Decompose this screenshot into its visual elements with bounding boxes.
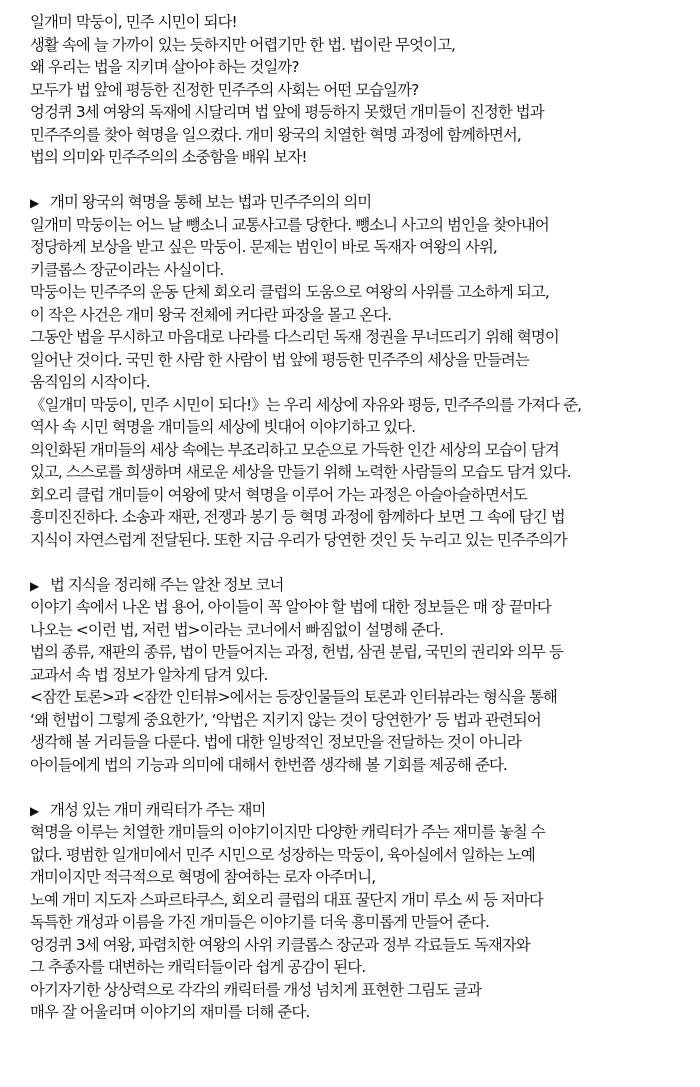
intro-line: 생활 속에 늘 가까이 있는 듯하지만 어렵기만 한 법. 법이란 무엇이고, bbox=[30, 35, 456, 54]
paragraph-line: 노예 개미 지도자 스파르타쿠스, 회오리 클럽의 대표 꿀단지 개미 루소 씨 등 저마다 bbox=[30, 890, 543, 909]
paragraph-line: 엉겅퀴 3세 여왕, 파렴치한 여왕의 사위 키클롭스 장군과 정부 각료들도 독재자와 bbox=[30, 935, 530, 954]
intro-line: 법의 의미와 민주주의의 소중함을 배워 보자! bbox=[30, 148, 307, 166]
triangle-bullet-icon: ▶ bbox=[30, 196, 39, 210]
paragraph-line: 회오리 클럽 개미들이 여왕에 맞서 혁명을 이루어 가는 과정은 아슬아슬하면서도 bbox=[30, 485, 527, 504]
section-heading bbox=[30, 191, 696, 214]
spacer bbox=[30, 169, 696, 192]
paragraph-line: 움직임의 시작이다. bbox=[30, 373, 150, 391]
spacer bbox=[30, 776, 696, 799]
section-heading-text: 개미 왕국의 혁명을 통해 보는 법과 민주주의의 의미 bbox=[50, 193, 372, 211]
paragraph-line: 혁명을 이루는 치열한 개미들의 이야기이지만 다양한 캐릭터가 주는 재미를 놓칠 수 bbox=[30, 823, 545, 841]
paragraph-line: 일개미 막둥이는 어느 날 뺑소니 교통사고를 당한다. 뺑소니 사고의 범인을 찾아내어 bbox=[30, 215, 549, 234]
section-heading-text: 법 지식을 정리해 주는 알찬 정보 코너 bbox=[50, 575, 284, 594]
paragraph-line: 의인화된 개미들의 세상 속에는 부조리하고 모순으로 가득한 인간 세상의 모습이 담겨 bbox=[30, 440, 559, 459]
paragraph-line: <잠깐 토론>과 <잠깐 인터뷰>에서는 등장인물들의 토론과 인터뷰라는 형식을 통해 bbox=[30, 688, 557, 706]
paragraph-line: 독특한 개성과 이름을 가진 개미들은 이야기를 더욱 흥미롭게 만들어 준다. bbox=[30, 913, 489, 931]
section-heading-text: 개성 있는 개미 캐릭터가 주는 재미 bbox=[50, 800, 266, 819]
paragraph-line: 일어난 것이다. 국민 한 사람 한 사람이 법 앞에 평등한 민주주의 세상을 만들려는 bbox=[30, 350, 529, 369]
paragraph-line: ‘왜 헌법이 그렇게 중요한가’, ‘악법은 지키지 않는 것이 당연한가’ 등 법과 관련되어 bbox=[30, 710, 541, 729]
paragraph-line: 매우 잘 어울리며 이야기의 재미를 더해 준다. bbox=[30, 1003, 310, 1021]
section-heading bbox=[30, 574, 696, 597]
paragraph-line: 아기자기한 상상력으로 각각의 캐릭터를 개성 넘치게 표현한 그림도 글과 bbox=[30, 980, 481, 999]
paragraph-line: 법의 종류, 재판의 종류, 법이 만들어지는 과정, 헌법, 삼권 분립, 국민의 권리와 의무 등 bbox=[30, 643, 563, 661]
intro-title: 일개미 막둥이, 민주 시민이 되다! bbox=[30, 13, 237, 31]
section-law-democracy bbox=[30, 191, 696, 551]
triangle-bullet-icon: ▶ bbox=[30, 578, 39, 593]
paragraph-line: 개미이지만 적극적으로 혁명에 참여하는 로자 아주머니, bbox=[30, 868, 376, 886]
paragraph-line: 이야기 속에서 나온 법 용어, 아이들이 꼭 알아야 할 법에 대한 정보들은 매 장 끝마다 bbox=[30, 598, 551, 616]
intro-block bbox=[30, 11, 696, 169]
paragraph-line: 없다. 평범한 일개미에서 민주 시민으로 성장하는 막둥이, 육아실에서 일하는 노예 bbox=[30, 845, 535, 864]
paragraph-line: 교과서 속 법 정보가 알차게 담겨 있다. bbox=[30, 665, 268, 684]
book-description bbox=[30, 11, 696, 1024]
triangle-bullet-icon: ▶ bbox=[30, 803, 39, 818]
paragraph-line: 지식이 자연스럽게 전달된다. 또한 지금 우리가 당연한 것인 듯 누리고 있는 민주주의가 bbox=[30, 530, 567, 549]
paragraph-line: 그 추종자를 대변하는 캐릭터들이라 쉽게 공감이 된다. bbox=[30, 958, 366, 976]
spacer bbox=[30, 551, 696, 574]
paragraph-line: 《일개미 막둥이, 민주 시민이 되다!》는 우리 세상에 자유와 평등, 민주주의를 가져다 준, bbox=[30, 395, 582, 414]
section-heading bbox=[30, 799, 696, 822]
intro-line: 엉겅퀴 3세 여왕의 독재에 시달리며 법 앞에 평등하지 못했던 개미들이 진정한 법과 bbox=[30, 103, 544, 121]
paragraph-line: 막둥이는 민주주의 운동 단체 회오리 클럽의 도움으로 여왕의 사위를 고소하게 되고, bbox=[30, 283, 549, 301]
intro-line: 왜 우리는 법을 지키며 살아야 하는 것일까? bbox=[30, 58, 299, 76]
section-characters bbox=[30, 799, 696, 1024]
paragraph-line: 있고, 스스로를 희생하며 새로운 세상을 만들기 위해 노력한 사람들의 모습도 담겨 있다. bbox=[30, 463, 571, 481]
paragraph-line: 흥미진진하다. 소송과 재판, 전쟁과 봉기 등 혁명 과정에 함께하다 보면 그 속에 담긴 법 bbox=[30, 508, 565, 526]
paragraph-line: 아이들에게 법의 기능과 의미에 대해서 한번쯤 생각해 볼 기회를 제공해 준다. bbox=[30, 755, 507, 774]
paragraph-line: 그동안 법을 무시하고 마음대로 나라를 다스리던 독재 정권을 무너뜨리기 위해 혁명이 bbox=[30, 328, 559, 346]
section-law-info-corner bbox=[30, 574, 696, 777]
paragraph-line: 나오는 <이런 법, 저런 법>이라는 코너에서 빠짐없이 설명해 준다. bbox=[30, 620, 444, 639]
intro-line: 모두가 법 앞에 평등한 진정한 민주주의 사회는 어떤 모습일까? bbox=[30, 80, 419, 99]
paragraph-line: 생각해 볼 거리들을 다룬다. 법에 대한 일방적인 정보만을 전달하는 것이 아니라 bbox=[30, 733, 521, 751]
paragraph-line: 정당하게 보상을 받고 싶은 막둥이. 문제는 범인이 바로 독재자 여왕의 사위, bbox=[30, 238, 497, 256]
paragraph-line: 이 작은 사건은 개미 왕국 전체에 커다란 파장을 몰고 온다. bbox=[30, 305, 392, 324]
paragraph-line: 역사 속 시민 혁명을 개미들의 세상에 빗대어 이야기하고 있다. bbox=[30, 418, 416, 436]
paragraph-line: 키클롭스 장군이라는 사실이다. bbox=[30, 260, 224, 279]
intro-line: 민주주의를 찾아 혁명을 일으켰다. 개미 왕국의 치열한 혁명 과정에 함께하면서, bbox=[30, 125, 521, 144]
